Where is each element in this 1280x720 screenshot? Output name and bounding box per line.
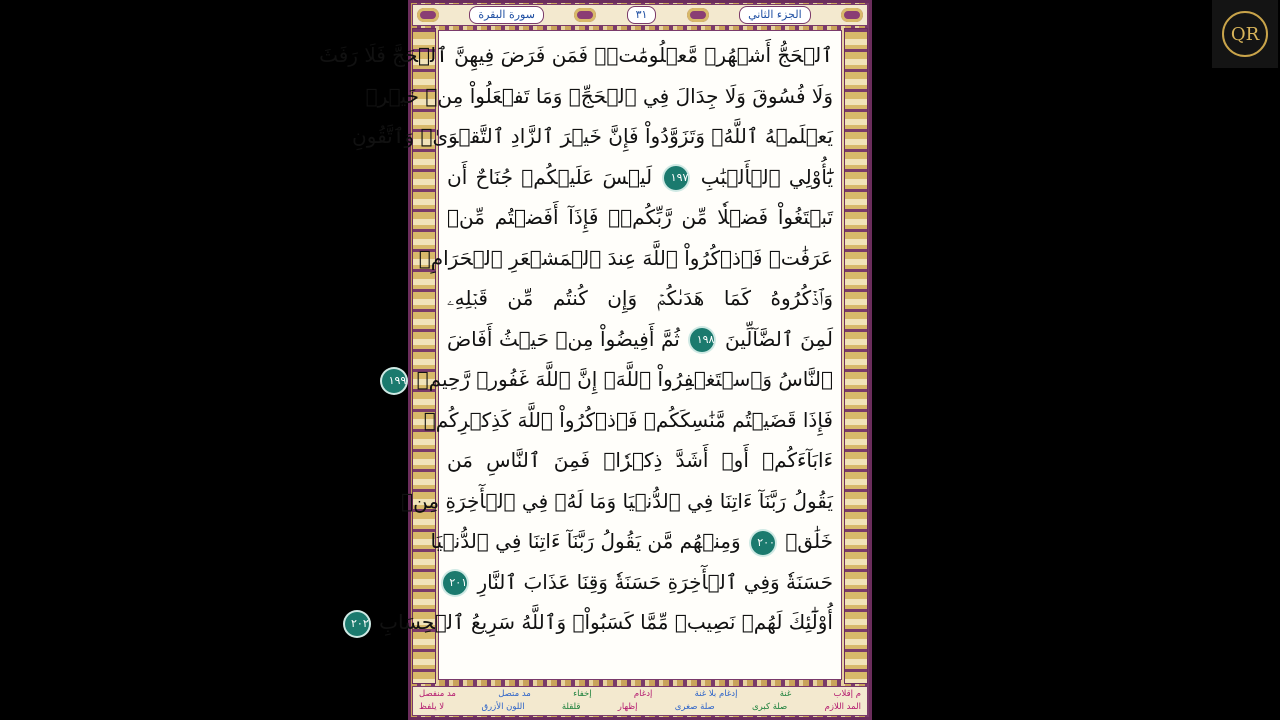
ayah-number-marker: ٢٠١	[443, 571, 467, 595]
legend-item: مد منفصل	[419, 689, 456, 699]
line-text: ٱلۡحَجُّ أَشۡهُرٞ مَّعۡلُومَٰتٞۚ فَمَن فَرَضَ فِيهِنَّ ٱلۡحَجَّ فَلَا رَفَثَ	[319, 43, 833, 67]
quran-text-area	[319, 30, 842, 680]
text-line	[365, 76, 833, 117]
text-line	[447, 197, 833, 238]
line-text: ثُمَّ أَفِيضُواْ مِنۡ حَيۡثُ أَفَاضَ	[447, 326, 680, 351]
legend-item: قلقلة	[561, 702, 581, 712]
line-text: تَبۡتَغُواْ فَضۡلٗا مِّن رَّبِّكُمۡۚ فَإِذَآ أَفَضۡتُم مِّنۡ	[447, 205, 833, 229]
ayah-number-marker: ٢٠٢	[345, 612, 369, 636]
mushaf-page	[319, 0, 872, 720]
text-line	[418, 238, 833, 279]
line-text: يَٰٓأُوْلِي ٱلۡأَلۡبَٰبِ	[700, 164, 834, 189]
legend-row	[419, 688, 861, 701]
text-line	[447, 440, 833, 481]
ayah-number-marker: ١٩٩	[382, 369, 406, 393]
ornament-icon	[841, 8, 863, 22]
line-text: خَلَٰقٖ	[785, 529, 833, 553]
tajweed-legend	[412, 686, 868, 716]
ornament-icon	[687, 8, 709, 22]
ayah-number-marker: ٢٠٠	[751, 531, 775, 555]
legend-item: لا يلفظ	[419, 702, 445, 712]
text-line	[447, 562, 833, 603]
legend-item: المد اللازم	[824, 702, 861, 712]
text-line	[423, 400, 833, 441]
line-text: لَيۡسَ عَلَيۡكُمۡ جُنَاحٌ أَن	[447, 164, 653, 189]
page-number: ٣١	[627, 6, 657, 24]
text-line	[351, 602, 833, 643]
text-line	[430, 521, 833, 562]
legend-row	[419, 701, 861, 714]
page-header	[412, 4, 868, 26]
ornament-icon	[417, 8, 439, 22]
legend-item: إخفاء	[573, 689, 592, 699]
text-line	[319, 35, 833, 76]
text-line	[447, 319, 833, 360]
channel-logo	[1212, 0, 1278, 68]
frame-border-right	[844, 28, 868, 684]
line-text: فَإِذَا قَضَيۡتُم مَّنَٰسِكَكُمۡ فَٱذۡكُرُواْ ٱللَّهَ كَذِكۡرِكُمۡ	[423, 407, 833, 432]
logo-emblem-icon	[1222, 11, 1268, 57]
line-text: ٱلنَّاسُ وَٱسۡتَغۡفِرُواْ ٱللَّهَۚ إِنَّ ٱللَّهَ غَفُورٞ رَّحِيمٞ	[416, 367, 833, 391]
surah-name: سورة البقرة	[469, 6, 544, 24]
line-text: ءَابَآءَكُمۡ أَوۡ أَشَدَّ ذِكۡرٗاۗ فَمِنَ ٱلنَّاسِ مَن	[447, 448, 833, 472]
line-text: يَقُولُ رَبَّنَآ ءَاتِنَا فِي ٱلدُّنۡيَا وَمَا لَهُۥ فِي ٱلۡأٓخِرَةِ مِنۡ	[401, 488, 833, 513]
line-text: يَعۡلَمۡهُ ٱللَّهُۗ وَتَزَوَّدُواْ فَإِنَّ خَيۡرَ ٱلزَّادِ ٱلتَّقۡوَىٰۖ وَٱتَّقُونِ	[352, 124, 833, 148]
line-text: وَمِنۡهُم مَّن يَقُولُ رَبَّنَآ ءَاتِنَا فِي ٱلدُّنۡيَا	[430, 529, 741, 553]
legend-item: إدغام	[633, 689, 653, 699]
text-line	[447, 157, 833, 198]
ayah-number-marker: ١٩٨	[690, 328, 714, 352]
legend-item: غنة	[779, 689, 792, 699]
legend-item: اللون الأزرق	[481, 702, 525, 712]
line-text: وَلَا فُسُوقَ وَلَا جِدَالَ فِي ٱلۡحَجِّۗ وَمَا تَفۡعَلُواْ مِنۡ خَيۡرٖ	[365, 83, 833, 108]
line-text: عَرَفَٰتٖ فَٱذۡكُرُواْ ٱللَّهَ عِندَ ٱلۡمَشۡعَرِ ٱلۡحَرَامِۖ	[418, 245, 833, 270]
line-text: حَسَنَةٗ وَفِي ٱلۡأٓخِرَةِ حَسَنَةٗ وَقِنَا عَذَابَ ٱلنَّارِ	[477, 569, 833, 594]
legend-item: م إقلاب	[833, 689, 861, 699]
logo-text: QR	[1230, 23, 1260, 45]
legend-item: إظهار	[617, 702, 638, 712]
text-line	[388, 359, 833, 400]
text-line	[447, 278, 833, 319]
text-line	[401, 481, 833, 522]
juz-label: الجزء الثاني	[739, 6, 811, 24]
text-line	[352, 116, 833, 157]
line-text: لَمِنَ ٱلضَّآلِّينَ	[724, 326, 834, 351]
line-text: وَٱذۡكُرُوهُ كَمَا هَدَىٰكُمۡ وَإِن كُنتُم مِّن قَبۡلِهِۦ	[447, 286, 833, 310]
legend-item: مد متصل	[498, 689, 531, 699]
line-text: أُوْلَٰٓئِكَ لَهُمۡ نَصِيبٞ مِّمَّا كَسَبُواْۚ وَٱللَّهُ سَرِيعُ ٱلۡحِسَابِ	[379, 610, 833, 634]
legend-item: إدغام بلا غنة	[694, 689, 738, 699]
ayah-number-marker: ١٩٧	[664, 166, 688, 190]
ornament-icon	[574, 8, 596, 22]
legend-item: صلة كبرى	[752, 702, 788, 712]
legend-item: صلة صغرى	[674, 702, 715, 712]
